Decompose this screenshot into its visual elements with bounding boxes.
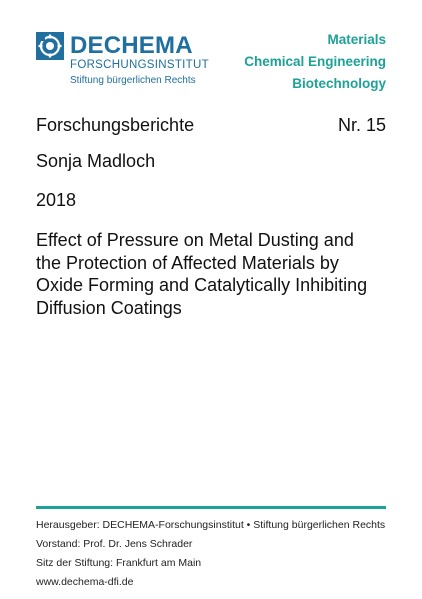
series-number: Nr. 15 bbox=[337, 115, 386, 135]
divider-rule bbox=[36, 506, 386, 509]
title-line: Diffusion Coatings bbox=[36, 297, 182, 318]
title-line: Effect of Pressure on Metal Dusting and bbox=[36, 230, 354, 250]
dechema-gear-icon bbox=[36, 32, 64, 60]
topic-materials: Materials bbox=[327, 32, 386, 47]
logo-name: DECHEMA bbox=[70, 32, 193, 59]
dechema-logo bbox=[36, 32, 226, 96]
footer-seat: Sitz der Stiftung: Frankfurt am Main bbox=[36, 557, 202, 569]
publication-year: 2018 bbox=[36, 190, 77, 210]
topic-chemical-engineering: Chemical Engineering bbox=[244, 54, 386, 69]
author-name: Sonja Madloch bbox=[36, 151, 156, 171]
footer-board: Vorstand: Prof. Dr. Jens Schrader bbox=[36, 538, 193, 550]
series-name: Forschungsberichte bbox=[36, 115, 195, 135]
title-line: the Protection of Affected Materials by bbox=[36, 252, 339, 273]
title-line: Oxide Forming and Catalytically Inhibiting bbox=[36, 275, 368, 295]
topic-list bbox=[244, 32, 386, 98]
logo-subtitle: FORSCHUNGSINSTITUT bbox=[70, 59, 209, 71]
footer-publisher: Herausgeber: DECHEMA-Forschungsinstitut • Stiftung bürgerlichen Rechts bbox=[36, 519, 386, 531]
footer-website: www.dechema-dfi.de bbox=[36, 576, 134, 588]
logo-tagline: Stiftung bürgerlichen Rechts bbox=[70, 75, 196, 86]
publisher-footer bbox=[36, 518, 385, 594]
topic-biotechnology: Biotechnology bbox=[292, 76, 386, 91]
book-title bbox=[36, 229, 396, 319]
